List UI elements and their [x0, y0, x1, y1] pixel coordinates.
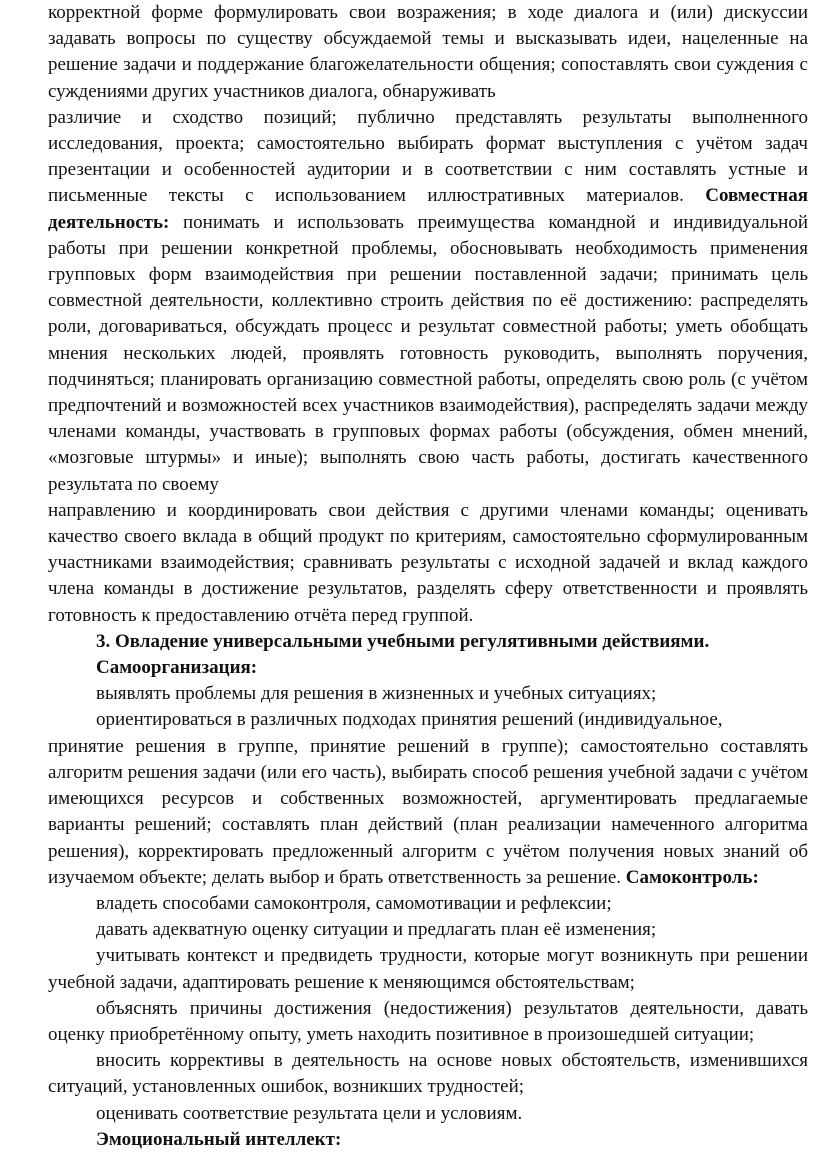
item-make-corrections: вносить коррективы в деятельность на основе новых обстоятельств, изменившихся ситуаций, установленных ошибок, возникших трудностей;	[48, 1050, 808, 1098]
item-decision-approaches: ориентироваться в различных подходах принятия решений (индивидуальное,	[96, 709, 723, 731]
item-evaluate-result: оценивать соответствие результата цели и условиям.	[96, 1102, 523, 1124]
paragraph-presentation-text: различие и сходство позиций; публично представлять результаты выполненного исследования, проекта; самостоятельно выбирать формат выступления с учётом задач презентации и особенностей аудитории и в соответствии с ним составлять устные и письменные тексты с использованием иллюстративных материалов.	[48, 106, 808, 207]
heading-regulatory-actions: 3. Овладение универсальными учебными регулятивными действиями.	[96, 630, 710, 652]
item-situation-assessment: давать адекватную оценку ситуации и предлагать план её изменения;	[96, 919, 657, 941]
paragraph-dialog-continued: корректной форме формулировать свои возражения; в ходе диалога и (или) дискуссии задавать вопросы по существу обсуждаемой темы и высказывать идеи, нацеленные на решение задачи и поддержание благожелательности общения; сопоставлять свои суждения с суждениями других участников диалога, обнаруживать	[48, 2, 808, 102]
paragraph-presentation	[48, 105, 808, 498]
paragraph-decision-text: принятие решения в группе, принятие решений в группе); самостоятельно составлять алгоритм решения задачи (или его часть), выбирать способ решения учебной задачи с учётом имеющихся ресурсов и собственных возможностей, аргументировать предлагаемые варианты решений; составлять план действий (план реализации намеченного алгоритма решения), корректировать предложенный алгоритм с учётом получения новых знаний об изучаемом объекте; делать выбор и брать ответственность за решение.	[48, 735, 808, 888]
paragraph-joint-activity: понимать и использовать преимущества командной и индивидуальной работы при решении конкретной проблемы, обосновывать необходимость применения групповых форм взаимодействия при решении поставленной задачи; принимать цель совместной деятельности, коллективно строить действия по её достижению: распределять роли, договариваться, обсуждать процесс и результат совместной работы; уметь обобщать мнения нескольких людей, проявлять готовность руководить, выполнять поручения, подчиняться; планировать организацию совместной работы, определять свою роль (с учётом предпочтений и возможностей всех участников взаимодействия), распределять задачи между членами команды, участвовать в групповых формах работы (обсуждения, обмен мнений, «мозговые штурмы» и иные); выполнять свою часть работы, достигать качественного результата по своему	[48, 211, 809, 495]
item-self-control-methods: владеть способами самоконтроля, самомотивации и рефлексии;	[96, 892, 612, 914]
paragraph-coordination: направлению и координировать свои действия с другими членами команды; оценивать качество своего вклада в общий продукт по критериям, самостоятельно сформулированным участниками взаимодействия; сравнивать результаты с исходной задачей и вклад каждого члена команды в достижение результатов, разделять сферу ответственности и проявлять готовность к предоставлению отчёта перед группой.	[48, 499, 808, 626]
item-explain-results: объяснять причины достижения (недостижения) результатов деятельности, давать оценку приобретённому опыту, уметь находить позитивное в произошедшей ситуации;	[48, 997, 808, 1045]
heading-emotional-intelligence: Эмоциональный интеллект:	[96, 1128, 342, 1150]
heading-joint-activity: Совместная деятельность:	[48, 185, 809, 233]
paragraph-decision-continued	[48, 734, 808, 891]
item-identify-problems: выявлять проблемы для решения в жизненных и учебных ситуациях;	[96, 683, 657, 705]
heading-self-organization: Самоорганизация:	[96, 657, 258, 679]
heading-self-control: Самоконтроль:	[625, 866, 759, 888]
item-anticipate-difficulties: учитывать контекст и предвидеть трудности, которые могут возникнуть при решении учебной задачи, адаптировать решение к меняющимся обстоятельствам;	[48, 945, 808, 993]
